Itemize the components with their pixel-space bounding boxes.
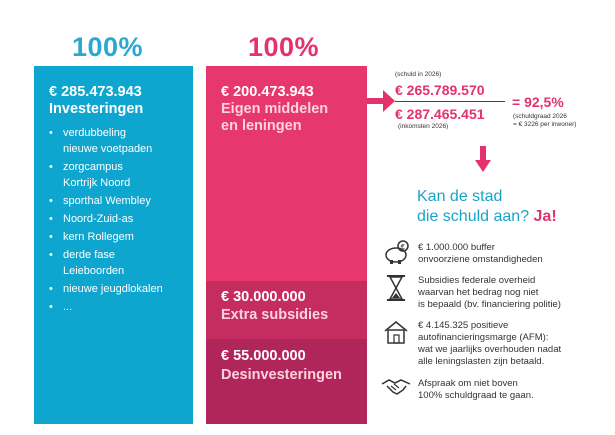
reason-text: € 1.000.000 buffer	[418, 242, 495, 253]
debt-amount: € 265.789.570	[395, 82, 485, 98]
reason-text: autofinancieringsmarge (AFM):	[418, 332, 549, 343]
reason-text: 100% schuldgraad te gaan.	[418, 390, 534, 401]
answer: Ja!	[533, 208, 557, 225]
hourglass-icon	[386, 274, 406, 302]
reason-text: alle leningslasten zijn betaald.	[418, 356, 545, 367]
svg-text:€: €	[400, 243, 406, 251]
income-note: (inkomsten 2026)	[398, 123, 449, 130]
list-item: • zorgcampus Kortrijk Noord	[49, 159, 191, 191]
subsidies-amount: € 30.000.000	[221, 289, 306, 305]
list-item: • derde fase Leieboorden	[49, 247, 191, 279]
list-item: • Noord-Zuid-as	[49, 211, 191, 227]
ratio-note: (schuldgraad 2026	[513, 113, 567, 120]
investments-percent: 100%	[72, 32, 144, 62]
list-item: • verdubbeling nieuwe voetpaden	[49, 125, 191, 157]
divestments-title: Desinvesteringen	[221, 367, 342, 383]
piggy-bank-icon	[383, 240, 411, 264]
own-funds-title: Eigen middelen en leningen	[221, 101, 329, 134]
question-line: Kan de stad	[417, 188, 503, 205]
house-icon	[383, 320, 409, 344]
reason-text: is bepaald (bv. financiering politie)	[418, 299, 561, 310]
financing-percent: 100%	[248, 32, 320, 62]
own-funds-amount: € 200.473.943	[221, 84, 314, 100]
reason-text: onvoorziene omstandigheden	[418, 254, 543, 265]
arrow-down-icon	[475, 146, 491, 172]
investments-list	[49, 125, 191, 317]
reason-text: € 4.145.325 positieve	[418, 320, 509, 331]
debt-note: (schuld in 2026)	[395, 71, 442, 78]
reason-text: waarvan het bedrag nog niet	[418, 287, 539, 298]
ratio-note: = € 3226 per inwoner)	[513, 121, 577, 128]
list-item: • ...	[49, 299, 191, 315]
fraction-divider	[395, 101, 505, 102]
list-item: • kern Rollegem	[49, 229, 191, 245]
reason-text: Afspraak om niet boven	[418, 378, 518, 389]
debt-ratio-value: = 92,5%	[512, 94, 564, 110]
investments-amount: € 285.473.943	[49, 84, 142, 100]
reason-text: wat we jaarlijks overhouden nadat	[418, 344, 562, 355]
divestments-amount: € 55.000.000	[221, 348, 306, 364]
income-amount: € 287.465.451	[395, 106, 485, 122]
arrow-right-icon	[367, 90, 395, 112]
handshake-icon	[381, 376, 411, 398]
list-item: • nieuwe jeugdlokalen	[49, 281, 191, 297]
subsidies-title: Extra subsidies	[221, 307, 329, 323]
investments-title: Investeringen	[49, 101, 144, 117]
list-item: • sporthal Wembley	[49, 193, 191, 209]
question-line: die schuld aan? Ja!	[417, 208, 557, 225]
reason-text: Subsidies federale overheid	[418, 275, 536, 286]
